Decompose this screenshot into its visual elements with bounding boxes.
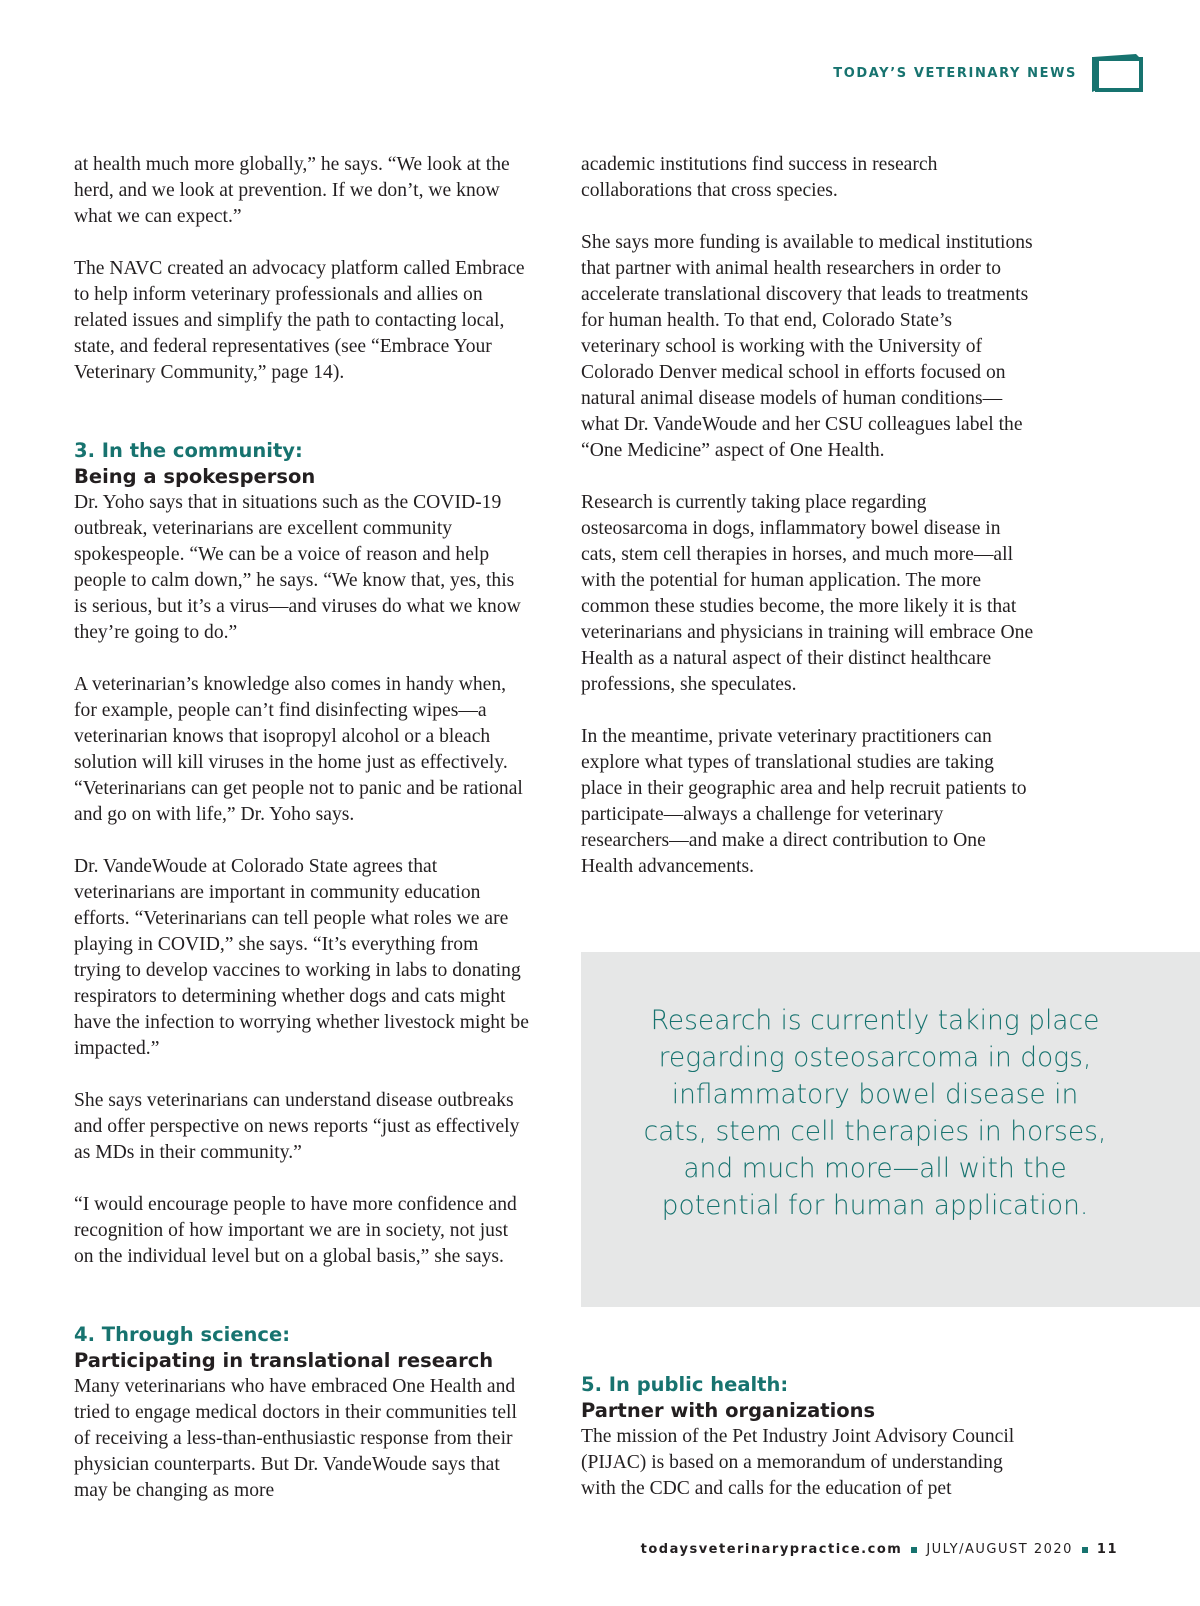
folded-page-icon — [1089, 52, 1145, 94]
section-4-heading: 4. Through science: — [74, 1323, 291, 1346]
section-5 — [581, 1372, 1036, 1528]
section-4-subheading: Participating in translational research — [74, 1349, 494, 1372]
paragraph: She says more funding is available to medical institutions that partner with animal health researchers in order to accelerate translational discovery that leads to treatments for human health. To that end, Colorado State’s veterinary school is working with the University of Colorado Denver medical school in efforts focused on natural animal disease models of human conditions—what Dr. VandeWoude and her CSU colleagues label the “One Medicine” aspect of One Health. — [581, 232, 1033, 461]
paragraph: Dr. Yoho says that in situations such as the COVID-19 outbreak, veterinarians are excellent community spokespeople. “We can be a voice of reason and help people to calm down,” he says. “We know that, yes, this is serious, but it’s a virus—and viruses do what we know they’re going to do.” — [74, 492, 521, 643]
pullquote-text: Research is currently taking place regarding osteosarcoma in dogs, inflammatory bowel disease in cats, stem cell therapies in horses, and much more—all with the potential for human application. — [643, 1005, 1107, 1221]
left-column — [74, 152, 529, 1530]
paragraph: A veterinarian’s knowledge also comes in handy when, for example, people can’t find disinfecting wipes—a veterinarian knows that isopropyl alcohol or a bleach solution will kill viruses in the home just as effectively. “Veterinarians can get people not to panic and be rational and go on with life,” Dr. Yoho says. — [74, 674, 523, 825]
section-5-subheading: Partner with organizations — [581, 1399, 876, 1422]
running-header: TODAY’S VETERINARY NEWS — [833, 66, 1077, 81]
paragraph: The mission of the Pet Industry Joint Advisory Council (PIJAC) is based on a memorandum of understanding with the CDC and calls for the education of pet — [581, 1426, 1015, 1499]
page-footer — [600, 1542, 1118, 1557]
page-number: 11 — [1096, 1542, 1118, 1557]
paragraph: The NAVC created an advocacy platform called Embrace to help inform veterinary professionals and allies on related issues and simplify the path to contacting local, state, and federal representatives (see “Embrace Your Veterinary Community,” page 14). — [74, 258, 525, 383]
square-bullet-icon — [1082, 1547, 1088, 1553]
paragraph: Research is currently taking place regarding osteosarcoma in dogs, inflammatory bowel disease in cats, stem cell therapies in horses, and much more—all with the potential for human application. The more common these studies become, the more likely it is that veterinarians and physicians in training will embrace One Health as a natural aspect of their distinct healthcare professions, she speculates. — [581, 492, 1034, 695]
square-bullet-icon — [911, 1547, 917, 1553]
paragraph: Dr. VandeWoude at Colorado State agrees that veterinarians are important in community education efforts. “Veterinarians can tell people what roles we are playing in COVID,” she says. “It’s everything from trying to develop vaccines to working in labs to donating respirators to determining whether dogs and cats might have the infection to worrying whether livestock might be impacted.” — [74, 856, 529, 1059]
section-5-heading: 5. In public health: — [581, 1373, 789, 1396]
section-3-heading: 3. In the community: — [74, 439, 303, 462]
section-3-subheading: Being a spokesperson — [74, 465, 316, 488]
footer-site: todaysveterinarypractice.com — [640, 1542, 903, 1557]
paragraph: She says veterinarians can understand disease outbreaks and offer perspective on news reports “just as effectively as MDs in their community.” — [74, 1090, 520, 1163]
paragraph: Many veterinarians who have embraced One Health and tried to engage medical doctors in their communities tell of receiving a less-than-enthusiastic response from their physician counterparts. But Dr. VandeWoude says that may be changing as more — [74, 1376, 517, 1501]
footer-issue: JULY/AUGUST 2020 — [926, 1542, 1073, 1557]
right-column — [581, 152, 1036, 906]
paragraph: academic institutions find success in research collaborations that cross species. — [581, 154, 938, 201]
paragraph: at health much more globally,” he says. “We look at the herd, and we look at prevention. If we don’t, we know what we can expect.” — [74, 154, 510, 227]
paragraph: “I would encourage people to have more confidence and recognition of how important we are in society, not just on the individual level but on a global basis,” she says. — [74, 1194, 517, 1267]
paragraph: In the meantime, private veterinary practitioners can explore what types of translational studies are taking place in their geographic area and help recruit patients to participate—always a challenge for veterinary researchers—and make a direct contribution to One Health advancements. — [581, 726, 1027, 877]
